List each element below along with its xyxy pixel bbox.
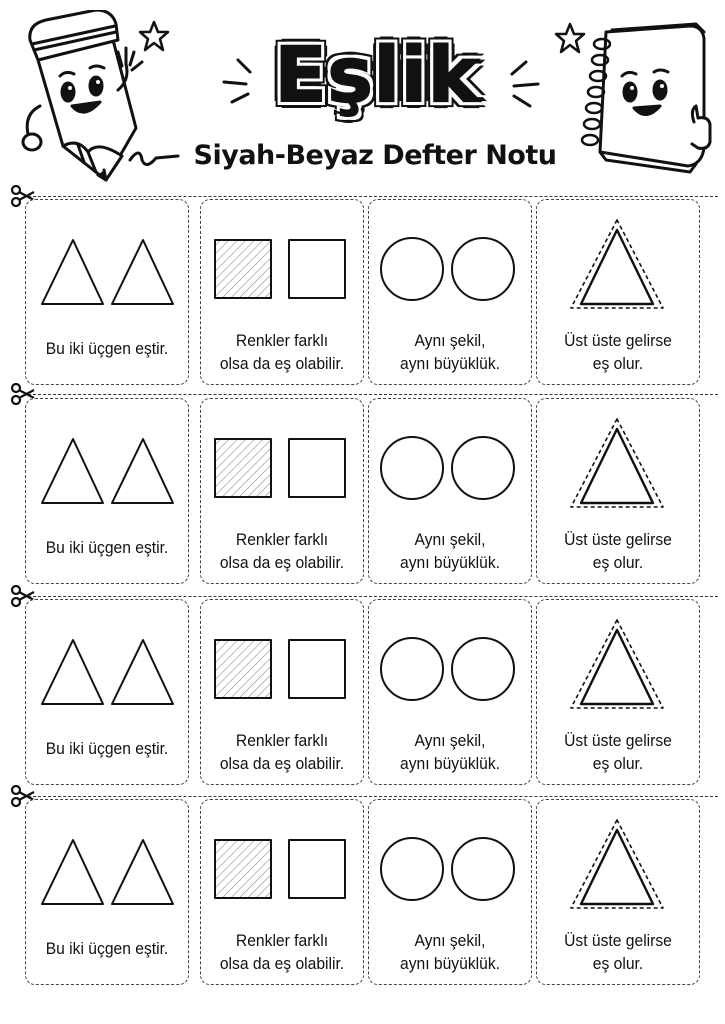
card-overlapping-triangles bbox=[536, 199, 700, 385]
shape-illustration bbox=[26, 200, 190, 324]
card-two-triangles bbox=[25, 199, 189, 385]
card-caption bbox=[379, 324, 521, 380]
card-overlapping-triangles bbox=[536, 799, 700, 985]
card-two-circles bbox=[368, 799, 532, 985]
caption-line: olsa da eş olabilir. bbox=[219, 954, 345, 973]
card-two-circles bbox=[368, 199, 532, 385]
circle-shape bbox=[381, 238, 443, 300]
shape-illustration bbox=[369, 399, 533, 523]
triangle-shape bbox=[42, 640, 103, 704]
caption-line: Aynı şekil, bbox=[414, 731, 486, 750]
triangle-shape bbox=[581, 630, 653, 704]
caption-line: Üst üste gelirse bbox=[564, 530, 672, 549]
triangle-shape bbox=[42, 840, 103, 904]
card-caption bbox=[379, 724, 521, 780]
caption-line: Bu iki üçgen eştir. bbox=[45, 738, 169, 758]
caption-line: eş olur. bbox=[592, 354, 644, 373]
caption-line: olsa da eş olabilir. bbox=[219, 354, 345, 373]
card-two-triangles bbox=[25, 599, 189, 785]
shape-illustration bbox=[537, 600, 701, 724]
card-hatched-square-and-square bbox=[200, 599, 364, 785]
triangle-shape bbox=[42, 240, 103, 304]
shape-illustration bbox=[26, 600, 190, 724]
caption-line: aynı büyüklük. bbox=[400, 954, 500, 973]
shape-illustration bbox=[537, 800, 701, 924]
card-caption bbox=[547, 324, 689, 380]
shape-illustration bbox=[201, 800, 365, 924]
star-icon bbox=[138, 20, 170, 52]
shape-illustration bbox=[369, 200, 533, 324]
circle-shape bbox=[452, 638, 514, 700]
shape-illustration bbox=[537, 399, 701, 523]
caption-line: Renkler farklı bbox=[235, 731, 329, 750]
shape-illustration bbox=[26, 800, 190, 924]
card-caption bbox=[547, 523, 689, 579]
caption-line: eş olur. bbox=[592, 754, 644, 773]
card-hatched-square-and-square bbox=[200, 199, 364, 385]
triangle-shape bbox=[112, 240, 173, 304]
triangle-shape bbox=[42, 439, 103, 503]
hatched-square-shape bbox=[215, 439, 271, 497]
caption-line: aynı büyüklük. bbox=[400, 354, 500, 373]
card-caption bbox=[211, 324, 353, 380]
shape-illustration bbox=[369, 800, 533, 924]
circle-shape bbox=[452, 238, 514, 300]
caption-line: Üst üste gelirse bbox=[564, 931, 672, 950]
caption-line: Renkler farklı bbox=[235, 331, 329, 350]
card-two-triangles bbox=[25, 398, 189, 584]
caption-line: Renkler farklı bbox=[235, 530, 329, 549]
card-caption bbox=[36, 328, 178, 368]
title-badge bbox=[262, 26, 492, 122]
caption-line: Renkler farklı bbox=[235, 931, 329, 950]
caption-line: Aynı şekil, bbox=[414, 931, 486, 950]
triangle-shape bbox=[112, 840, 173, 904]
circle-shape bbox=[381, 638, 443, 700]
caption-line: Üst üste gelirse bbox=[564, 331, 672, 350]
shape-illustration bbox=[201, 200, 365, 324]
square-shape bbox=[289, 840, 345, 898]
caption-line: eş olur. bbox=[592, 553, 644, 572]
card-caption bbox=[36, 728, 178, 768]
hatched-square-shape bbox=[215, 240, 271, 298]
caption-line: Bu iki üçgen eştir. bbox=[45, 338, 169, 358]
triangle-shape bbox=[112, 439, 173, 503]
card-caption bbox=[36, 928, 178, 968]
card-caption bbox=[211, 523, 353, 579]
square-shape bbox=[289, 439, 345, 497]
triangle-shape bbox=[112, 640, 173, 704]
emphasis-lines-right bbox=[502, 58, 546, 118]
shape-illustration bbox=[26, 399, 190, 523]
card-caption bbox=[547, 724, 689, 780]
card-hatched-square-and-square bbox=[200, 398, 364, 584]
worksheet-header bbox=[0, 0, 725, 195]
card-caption bbox=[211, 924, 353, 980]
card-hatched-square-and-square bbox=[200, 799, 364, 985]
card-caption bbox=[36, 527, 178, 567]
circle-shape bbox=[381, 838, 443, 900]
card-two-circles bbox=[368, 599, 532, 785]
triangle-shape bbox=[581, 230, 653, 304]
square-shape bbox=[289, 640, 345, 698]
card-overlapping-triangles bbox=[536, 398, 700, 584]
caption-line: Aynı şekil, bbox=[414, 530, 486, 549]
caption-line: eş olur. bbox=[592, 954, 644, 973]
cut-line bbox=[28, 196, 718, 197]
hatched-square-shape bbox=[215, 840, 271, 898]
card-caption bbox=[211, 724, 353, 780]
notebook-mascot-icon bbox=[578, 18, 718, 178]
caption-line: olsa da eş olabilir. bbox=[219, 754, 345, 773]
shape-illustration bbox=[201, 600, 365, 724]
card-caption bbox=[379, 523, 521, 579]
shape-illustration bbox=[201, 399, 365, 523]
caption-line: Bu iki üçgen eştir. bbox=[45, 938, 169, 958]
caption-line: Bu iki üçgen eştir. bbox=[45, 537, 169, 557]
circle-shape bbox=[452, 437, 514, 499]
circle-shape bbox=[381, 437, 443, 499]
card-caption bbox=[547, 924, 689, 980]
card-caption bbox=[379, 924, 521, 980]
emphasis-lines-left bbox=[218, 56, 262, 116]
card-two-triangles bbox=[25, 799, 189, 985]
caption-line: aynı büyüklük. bbox=[400, 553, 500, 572]
caption-line: aynı büyüklük. bbox=[400, 754, 500, 773]
page-title: Eşlik bbox=[274, 29, 480, 119]
caption-line: Üst üste gelirse bbox=[564, 731, 672, 750]
shape-illustration bbox=[537, 200, 701, 324]
page-subtitle: Siyah-Beyaz Defter Notu bbox=[193, 140, 557, 171]
cut-line bbox=[28, 596, 718, 597]
caption-line: olsa da eş olabilir. bbox=[219, 553, 345, 572]
shape-illustration bbox=[369, 600, 533, 724]
cut-line bbox=[28, 796, 718, 797]
triangle-shape bbox=[581, 429, 653, 503]
hatched-square-shape bbox=[215, 640, 271, 698]
cut-line bbox=[28, 394, 718, 395]
caption-line: Aynı şekil, bbox=[414, 331, 486, 350]
card-two-circles bbox=[368, 398, 532, 584]
circle-shape bbox=[452, 838, 514, 900]
card-overlapping-triangles bbox=[536, 599, 700, 785]
triangle-shape bbox=[581, 830, 653, 904]
square-shape bbox=[289, 240, 345, 298]
